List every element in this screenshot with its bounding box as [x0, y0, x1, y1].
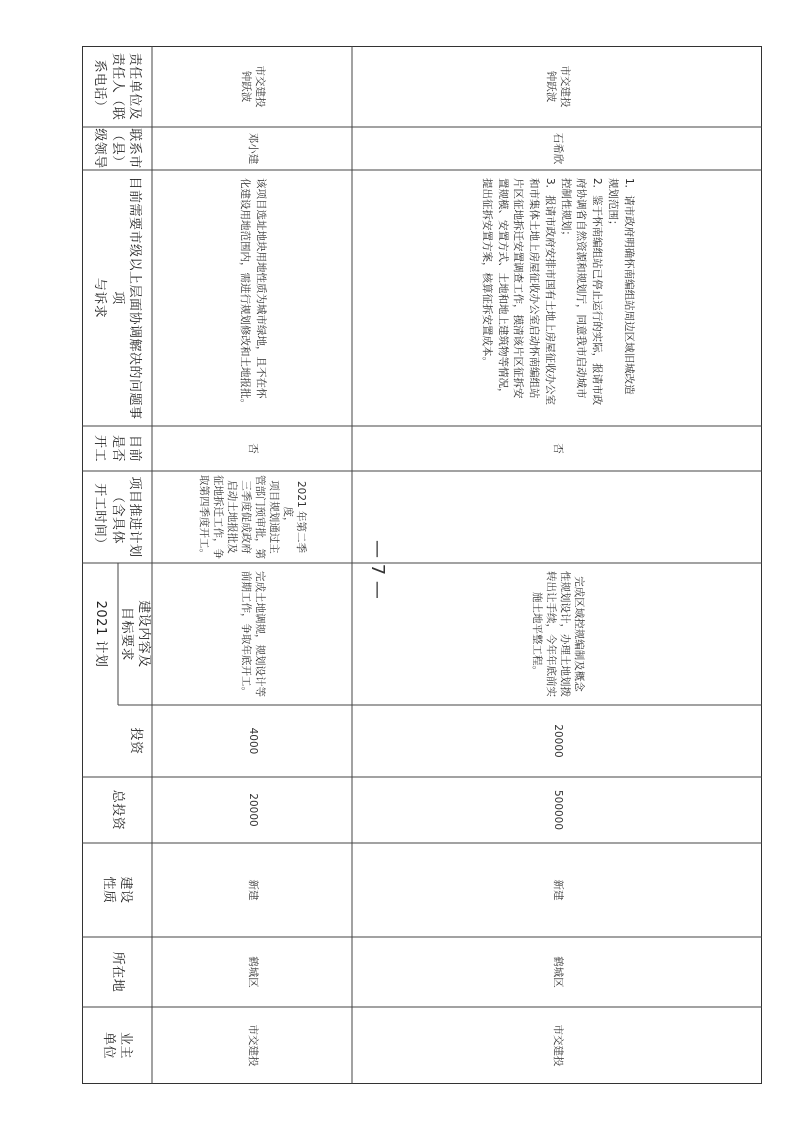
header-investment: 投资: [127, 727, 143, 755]
header-content: 建设内容及 目标要求: [119, 600, 152, 668]
header-schedule: 项目推进计划 （含具体 开工时间）: [92, 476, 142, 558]
row-5-leader: 邓小建: [246, 132, 259, 165]
row-6-issues: 1．请市政府明确怀南编组站周边区域旧城改造 规划范围； 2．鉴于怀南编组站已停止运行的实际，报请市政 府协调省自然资源和规划厅，同意我市启动城市 控制性规划； 3．报请市政府安排市国有土地上房屋征收办公室 和市集体土地上房屋征收办公室启动怀南编组站 片区征地拆迁安置调查工作，摸清该片区征拆安 置规模、安置方式、土地和地上建筑物等情况， 提出征拆安置方案，核算征拆安置成本。: [481, 178, 635, 406]
row-5-investment: 4000: [246, 727, 259, 755]
row-5-location: 鹤城区: [246, 956, 259, 988]
row-5-started: 否: [246, 443, 259, 454]
row-5-owner: 市交建投: [246, 1024, 259, 1067]
header-leader: 联系市 （县） 级领导: [92, 128, 142, 169]
row-6-responsible: 市交建投 钟跃波: [545, 65, 571, 108]
row-6-schedule: [352, 471, 762, 563]
row-5-issues: 该项目选址地块用地性质为城市绿地，且不在怀 化建设用地范围内，需进行规划修改和土地报批。: [239, 178, 267, 409]
row-6-started: 否: [551, 443, 564, 454]
header-location: 所在地: [109, 951, 125, 993]
row-6-investment: 20000: [551, 724, 564, 758]
row-6-leader: 石希欣: [551, 132, 564, 165]
row-6-total-investment: 500000: [551, 789, 564, 831]
row-5-nature: 新建: [246, 879, 259, 901]
header-plan-2021: 2021 计划: [92, 600, 108, 668]
header-total-investment: 总投资: [109, 789, 125, 831]
row-6-location: 鹤城区: [551, 956, 564, 988]
header-nature: 建设 性质: [101, 876, 134, 904]
header-responsible: 责任单位及 责任人（联 系电话）: [92, 52, 142, 121]
row-5-content: 完成土地调规，规划设计等 前期工作，争取年底开工。: [240, 571, 266, 697]
row-5-schedule: 2021 年第二季度， 项目规划通过主 管部门预审批，第 三季度促成政府 启动土地报批及 征地拆迁工作，争 取第四季度开工。: [198, 475, 308, 559]
row-5-total-investment: 20000: [246, 793, 259, 827]
header-owner: 业主 单位: [101, 1031, 134, 1059]
page-number: — 7 —: [367, 540, 388, 599]
header-issues: 目前需要市级以上层面协调解决的问题事项 与诉求: [92, 176, 142, 420]
row-6-owner: 市交建投: [551, 1024, 564, 1067]
row-5-responsible: 市交建投 钟跃波: [240, 65, 266, 108]
header-started: 目前 是否 开工: [92, 434, 142, 462]
row-6-content: 完成区域控规编制及概念 性规划设计，办理土地划拨 转出让手续，今年年底前实 施土地平整工程。: [531, 571, 585, 697]
row-6-nature: 新建: [551, 879, 564, 901]
